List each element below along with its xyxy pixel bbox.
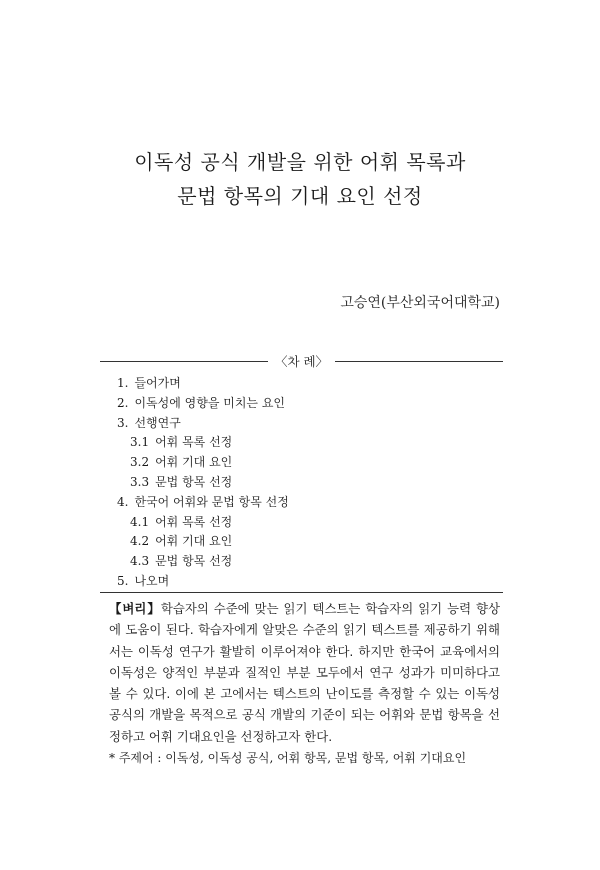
toc-item-number: 4.1 [130,514,150,529]
paper-title-line-2: 문법 항목의 기대 요인 선정 [177,184,423,208]
toc-item [100,532,503,552]
table-of-contents [100,374,503,592]
toc-item-label: 들어가며 [134,376,181,390]
toc-item-label: 문법 항목 선정 [155,474,233,489]
toc-header [100,352,503,372]
toc-item [100,572,503,592]
toc-item [100,414,503,434]
toc-item [100,374,503,394]
toc-item-number: 4.2 [130,534,150,549]
toc-item-number: 3.3 [130,474,150,489]
abstract [109,598,500,747]
toc-item-label: 어휘 기대 요인 [155,534,233,549]
abstract-tag: 【벼리】 [109,601,161,616]
abstract-text: 학습자의 수준에 맞는 읽기 텍스트는 학습자의 읽기 능력 향상에 도움이 된다. 학습자에게 알맞은 수준의 읽기 텍스트를 제공하기 위해서는 이독성 연구가 활발히 이루어져야 한다. 하지만 한국어 교육에서의 이독성은 양적인 부분과 질적인 부분 모두에서 연구 성과가 미미하다고 볼 수 있다. 이에 본 고에서는 텍스트의 난이도를 측정할 수 있는 이독성 공식의 개발을 목적으로 공식 개발의 기준이 되는 어휘와 문법 항목을 선정하고 어휘 기대요인을 선정하고자 한다. [109,601,500,744]
toc-item-label: 나오며 [134,573,170,588]
toc-item-label: 문법 항목 선정 [155,554,233,569]
toc-item-number: 4. [117,494,129,509]
toc-item-label: 어휘 목록 선정 [155,514,233,529]
toc-item-number: 3. [117,415,129,430]
toc-header-rule-left [100,361,268,362]
toc-item [100,453,503,473]
toc-item-number: 1. [117,376,129,390]
toc-item-number: 5. [117,573,129,588]
toc-item-label: 어휘 기대 요인 [155,455,233,470]
toc-item [100,493,503,513]
toc-item-number: 3.1 [130,435,150,450]
paper-title-line-1: 이독성 공식 개발을 위한 어휘 목록과 [134,150,466,174]
toc-item-number: 3.2 [130,455,150,470]
toc-item-label: 한국어 어휘와 문법 항목 선정 [134,494,289,509]
toc-item [100,473,503,493]
toc-bottom-rule [100,592,503,593]
toc-item [100,433,503,453]
toc-item [100,513,503,533]
toc-item-number: 4.3 [130,554,150,569]
toc-item [100,552,503,572]
toc-header-rule-right [335,361,503,362]
toc-item-number: 2. [117,395,129,410]
toc-item [100,394,503,414]
toc-item-label: 이독성에 영향을 미치는 요인 [134,395,286,410]
toc-header-label: 〈차 례〉 [274,354,329,369]
toc-item-label: 어휘 목록 선정 [155,435,233,450]
toc-item-label: 선행연구 [134,415,181,430]
keywords: * 주제어 : 이독성, 이독성 공식, 어휘 항목, 문법 항목, 어휘 기대요인 [109,751,467,765]
author-affiliation: 고승연(부산외국어대학교) [340,295,500,311]
